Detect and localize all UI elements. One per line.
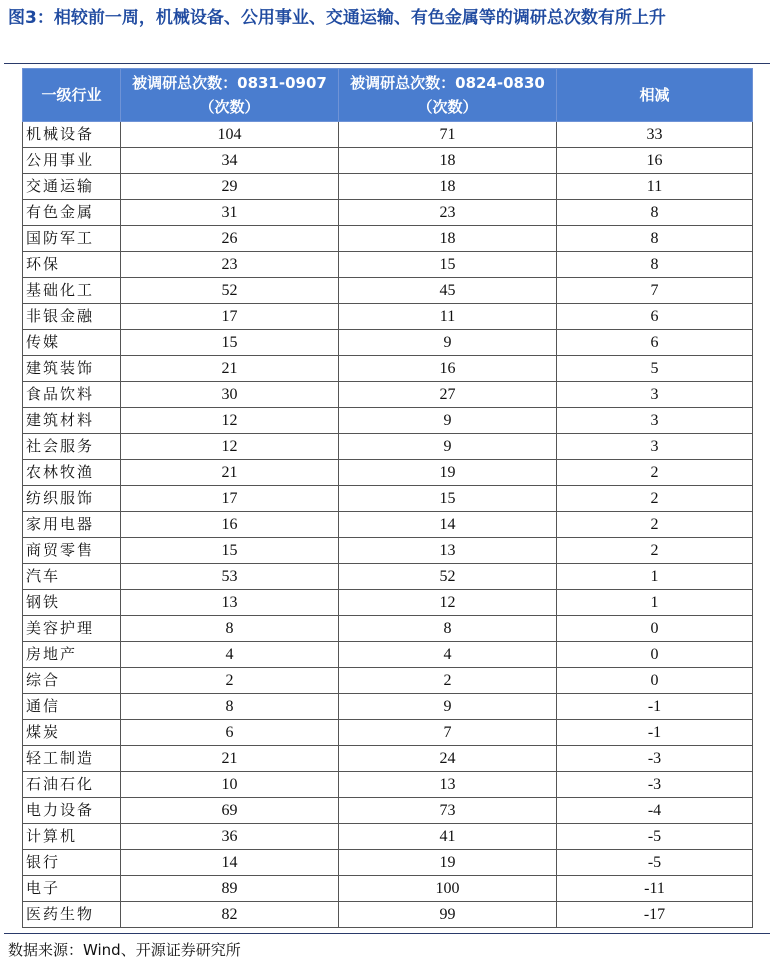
table-row xyxy=(23,460,753,486)
difference-cell: -1 xyxy=(557,720,753,746)
figure-title: 图3：相较前一周，机械设备、公用事业、交通运输、有色金属等的调研总次数有所上升 xyxy=(8,8,666,28)
industry-cell: 国防军工 xyxy=(23,226,121,252)
table-row xyxy=(23,278,753,304)
table-row xyxy=(23,174,753,200)
current-count-cell: 82 xyxy=(121,902,339,928)
current-count-cell: 4 xyxy=(121,642,339,668)
table-row xyxy=(23,694,753,720)
current-count-cell: 15 xyxy=(121,538,339,564)
current-count-cell: 2 xyxy=(121,668,339,694)
current-count-cell: 16 xyxy=(121,512,339,538)
table-row xyxy=(23,616,753,642)
industry-cell: 非银金融 xyxy=(23,304,121,330)
industry-cell: 公用事业 xyxy=(23,148,121,174)
difference-cell: 8 xyxy=(557,226,753,252)
table-row xyxy=(23,356,753,382)
current-count-cell: 104 xyxy=(121,122,339,148)
difference-cell: 2 xyxy=(557,486,753,512)
current-count-cell: 10 xyxy=(121,772,339,798)
table-row xyxy=(23,304,753,330)
table-row xyxy=(23,330,753,356)
current-count-cell: 30 xyxy=(121,382,339,408)
difference-cell: -1 xyxy=(557,694,753,720)
difference-cell: 1 xyxy=(557,590,753,616)
previous-count-cell: 9 xyxy=(339,694,557,720)
difference-cell: 8 xyxy=(557,200,753,226)
previous-count-cell: 12 xyxy=(339,590,557,616)
table-row xyxy=(23,538,753,564)
difference-cell: 3 xyxy=(557,382,753,408)
top-rule xyxy=(4,63,770,64)
difference-cell: -5 xyxy=(557,824,753,850)
difference-cell: -11 xyxy=(557,876,753,902)
current-count-cell: 21 xyxy=(121,746,339,772)
industry-cell: 美容护理 xyxy=(23,616,121,642)
difference-cell: 8 xyxy=(557,252,753,278)
current-count-cell: 34 xyxy=(121,148,339,174)
difference-cell: 33 xyxy=(557,122,753,148)
industry-cell: 计算机 xyxy=(23,824,121,850)
current-count-cell: 12 xyxy=(121,408,339,434)
current-count-cell: 6 xyxy=(121,720,339,746)
table-row xyxy=(23,200,753,226)
previous-count-cell: 13 xyxy=(339,538,557,564)
table-row xyxy=(23,512,753,538)
table-row xyxy=(23,564,753,590)
previous-count-cell: 4 xyxy=(339,642,557,668)
industry-cell: 食品饮料 xyxy=(23,382,121,408)
current-count-cell: 8 xyxy=(121,694,339,720)
current-count-cell: 89 xyxy=(121,876,339,902)
current-count-cell: 14 xyxy=(121,850,339,876)
difference-cell: 16 xyxy=(557,148,753,174)
previous-count-cell: 100 xyxy=(339,876,557,902)
previous-count-cell: 9 xyxy=(339,330,557,356)
source-note: 数据来源：Wind、开源证券研究所 xyxy=(8,941,241,959)
industry-cell: 房地产 xyxy=(23,642,121,668)
difference-cell: 2 xyxy=(557,512,753,538)
table-row xyxy=(23,408,753,434)
industry-cell: 钢铁 xyxy=(23,590,121,616)
header-difference: 相减 xyxy=(557,69,753,122)
previous-count-cell: 52 xyxy=(339,564,557,590)
previous-count-cell: 15 xyxy=(339,486,557,512)
industry-cell: 通信 xyxy=(23,694,121,720)
previous-count-cell: 73 xyxy=(339,798,557,824)
difference-cell: 0 xyxy=(557,668,753,694)
table-row xyxy=(23,122,753,148)
table-body xyxy=(23,122,753,928)
previous-count-cell: 23 xyxy=(339,200,557,226)
bottom-rule xyxy=(4,933,770,934)
previous-count-cell: 24 xyxy=(339,746,557,772)
industry-cell: 商贸零售 xyxy=(23,538,121,564)
previous-count-cell: 18 xyxy=(339,226,557,252)
table-row xyxy=(23,720,753,746)
current-count-cell: 8 xyxy=(121,616,339,642)
difference-cell: 5 xyxy=(557,356,753,382)
industry-cell: 机械设备 xyxy=(23,122,121,148)
industry-cell: 医药生物 xyxy=(23,902,121,928)
previous-count-cell: 71 xyxy=(339,122,557,148)
current-count-cell: 23 xyxy=(121,252,339,278)
difference-cell: -17 xyxy=(557,902,753,928)
difference-cell: 3 xyxy=(557,434,753,460)
table-row xyxy=(23,486,753,512)
difference-cell: 1 xyxy=(557,564,753,590)
current-count-cell: 69 xyxy=(121,798,339,824)
industry-cell: 煤炭 xyxy=(23,720,121,746)
current-count-cell: 13 xyxy=(121,590,339,616)
header-count-current: 被调研总次数：0831-0907（次数） xyxy=(121,69,339,122)
table-row xyxy=(23,434,753,460)
current-count-cell: 36 xyxy=(121,824,339,850)
previous-count-cell: 99 xyxy=(339,902,557,928)
industry-research-table xyxy=(22,68,753,928)
industry-cell: 建筑材料 xyxy=(23,408,121,434)
previous-count-cell: 19 xyxy=(339,850,557,876)
header-count-previous: 被调研总次数：0824-0830（次数） xyxy=(339,69,557,122)
industry-cell: 传媒 xyxy=(23,330,121,356)
industry-cell: 建筑装饰 xyxy=(23,356,121,382)
difference-cell: -5 xyxy=(557,850,753,876)
previous-count-cell: 18 xyxy=(339,148,557,174)
difference-cell: 0 xyxy=(557,642,753,668)
previous-count-cell: 7 xyxy=(339,720,557,746)
industry-cell: 轻工制造 xyxy=(23,746,121,772)
table-row xyxy=(23,850,753,876)
difference-cell: 11 xyxy=(557,174,753,200)
table-row xyxy=(23,798,753,824)
previous-count-cell: 13 xyxy=(339,772,557,798)
current-count-cell: 31 xyxy=(121,200,339,226)
previous-count-cell: 19 xyxy=(339,460,557,486)
previous-count-cell: 41 xyxy=(339,824,557,850)
header-industry: 一级行业 xyxy=(23,69,121,122)
industry-cell: 社会服务 xyxy=(23,434,121,460)
table-row xyxy=(23,668,753,694)
difference-cell: 3 xyxy=(557,408,753,434)
table-row xyxy=(23,746,753,772)
industry-cell: 石油石化 xyxy=(23,772,121,798)
table-row xyxy=(23,226,753,252)
previous-count-cell: 16 xyxy=(339,356,557,382)
current-count-cell: 26 xyxy=(121,226,339,252)
difference-cell: -3 xyxy=(557,746,753,772)
previous-count-cell: 8 xyxy=(339,616,557,642)
previous-count-cell: 45 xyxy=(339,278,557,304)
industry-cell: 有色金属 xyxy=(23,200,121,226)
table-row xyxy=(23,382,753,408)
difference-cell: 2 xyxy=(557,460,753,486)
current-count-cell: 12 xyxy=(121,434,339,460)
previous-count-cell: 18 xyxy=(339,174,557,200)
industry-cell: 电力设备 xyxy=(23,798,121,824)
difference-cell: 2 xyxy=(557,538,753,564)
difference-cell: 0 xyxy=(557,616,753,642)
industry-cell: 银行 xyxy=(23,850,121,876)
difference-cell: -3 xyxy=(557,772,753,798)
current-count-cell: 17 xyxy=(121,486,339,512)
table-row xyxy=(23,772,753,798)
current-count-cell: 17 xyxy=(121,304,339,330)
table-row xyxy=(23,148,753,174)
table-row xyxy=(23,824,753,850)
table-row xyxy=(23,902,753,928)
previous-count-cell: 15 xyxy=(339,252,557,278)
previous-count-cell: 11 xyxy=(339,304,557,330)
industry-cell: 家用电器 xyxy=(23,512,121,538)
difference-cell: 6 xyxy=(557,304,753,330)
difference-cell: -4 xyxy=(557,798,753,824)
current-count-cell: 52 xyxy=(121,278,339,304)
industry-cell: 基础化工 xyxy=(23,278,121,304)
industry-cell: 综合 xyxy=(23,668,121,694)
industry-cell: 汽车 xyxy=(23,564,121,590)
difference-cell: 7 xyxy=(557,278,753,304)
current-count-cell: 29 xyxy=(121,174,339,200)
difference-cell: 6 xyxy=(557,330,753,356)
previous-count-cell: 14 xyxy=(339,512,557,538)
industry-cell: 纺织服饰 xyxy=(23,486,121,512)
current-count-cell: 21 xyxy=(121,356,339,382)
previous-count-cell: 9 xyxy=(339,434,557,460)
previous-count-cell: 2 xyxy=(339,668,557,694)
previous-count-cell: 9 xyxy=(339,408,557,434)
table-row xyxy=(23,876,753,902)
previous-count-cell: 27 xyxy=(339,382,557,408)
table-row xyxy=(23,252,753,278)
current-count-cell: 15 xyxy=(121,330,339,356)
current-count-cell: 21 xyxy=(121,460,339,486)
table-row xyxy=(23,642,753,668)
table-row xyxy=(23,590,753,616)
industry-cell: 交通运输 xyxy=(23,174,121,200)
industry-cell: 电子 xyxy=(23,876,121,902)
industry-cell: 环保 xyxy=(23,252,121,278)
industry-cell: 农林牧渔 xyxy=(23,460,121,486)
current-count-cell: 53 xyxy=(121,564,339,590)
header-row xyxy=(23,69,753,122)
